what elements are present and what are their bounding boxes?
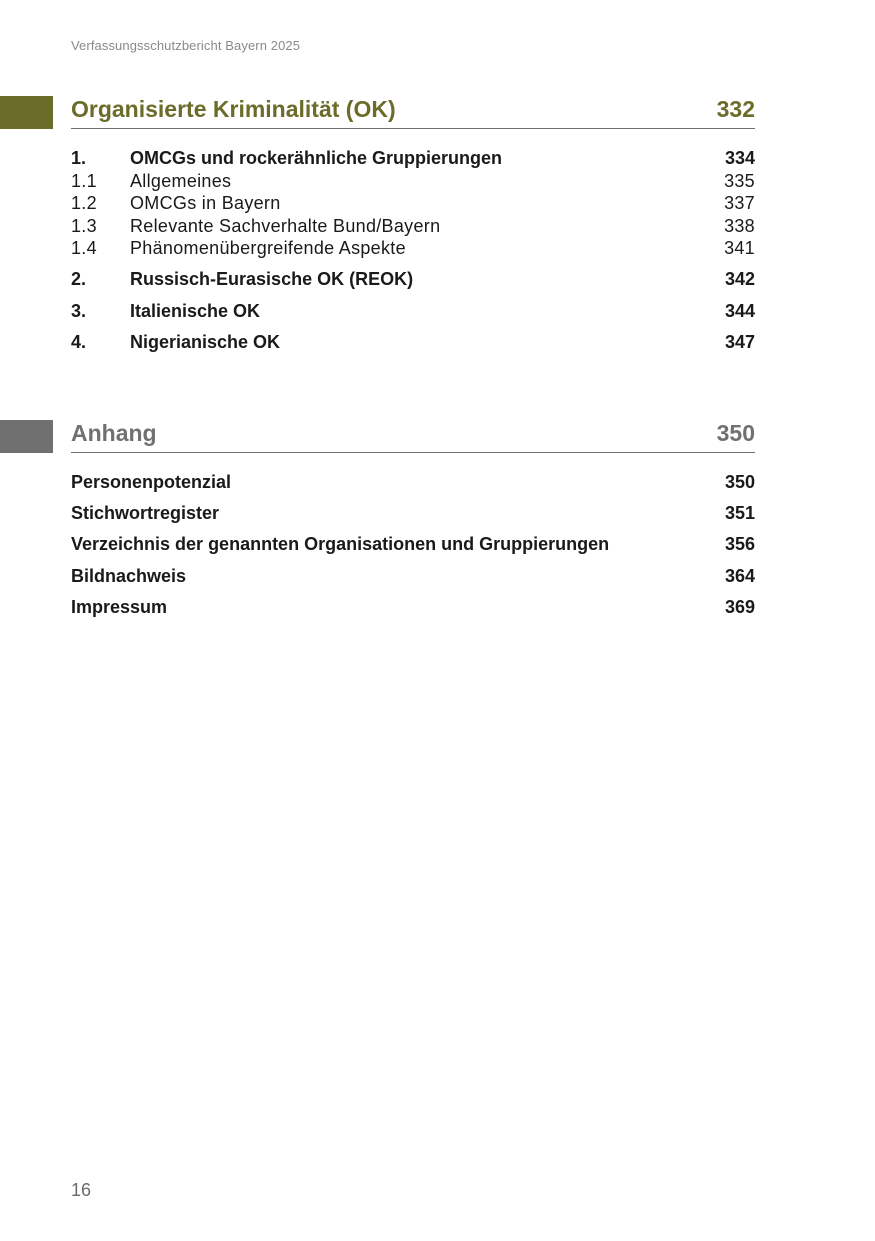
toc-entry[interactable] [71, 171, 755, 192]
toc-entry-page: 344 [724, 301, 755, 321]
toc-entry-title: Russisch-Eurasische OK (REOK) [130, 269, 414, 289]
toc-entry-number: 2. [71, 269, 87, 289]
toc-entry-page: 356 [724, 534, 755, 554]
toc-entry-page: 350 [724, 472, 755, 492]
section-marker-ok [0, 96, 53, 129]
section-page: 332 [716, 96, 755, 122]
toc-entry[interactable] [71, 503, 755, 524]
toc-entry[interactable] [71, 332, 755, 353]
toc-entry-page: 334 [724, 148, 755, 168]
section-heading-ok[interactable] [71, 92, 755, 129]
toc-entry[interactable] [71, 472, 755, 493]
toc-entry-title: OMCGs in Bayern [130, 193, 281, 213]
toc-entry-number: 1. [71, 148, 87, 168]
toc-entry[interactable] [71, 301, 755, 322]
toc-entry[interactable] [71, 597, 755, 618]
page-number: 16 [71, 1180, 92, 1200]
toc-entry-page: 351 [724, 503, 755, 523]
toc-entry-title: Verzeichnis der genannten Organisationen und Gruppierungen [71, 534, 610, 554]
toc-entry[interactable] [71, 216, 755, 237]
toc-entry-page: 338 [724, 216, 755, 236]
toc-entry[interactable] [71, 238, 755, 259]
toc-entry-page: 342 [724, 269, 755, 289]
section-title: Anhang [71, 420, 157, 446]
toc-entry-number: 1.1 [71, 171, 97, 191]
toc-entry-title: Stichwortregister [71, 503, 220, 523]
toc-entry-page: 369 [724, 597, 755, 617]
toc-entry-number: 1.3 [71, 216, 97, 236]
toc-entry-title: Phänomenübergreifende Aspekte [130, 238, 406, 258]
toc-entry-title: Bildnachweis [71, 566, 187, 586]
toc-entry[interactable] [71, 269, 755, 290]
section-title: Organisierte Kriminalität (OK) [71, 96, 396, 122]
toc-entry[interactable] [71, 148, 755, 169]
toc-entry-page: 364 [724, 566, 755, 586]
section-marker-anhang [0, 420, 53, 453]
toc-entry-title: Italienische OK [130, 301, 261, 321]
toc-entry-number: 3. [71, 301, 87, 321]
toc-entry-page: 337 [724, 193, 755, 213]
toc-entry-number: 4. [71, 332, 87, 352]
toc-entry-title: Nigerianische OK [130, 332, 281, 352]
toc-entry-page: 341 [724, 238, 755, 258]
toc-entry[interactable] [71, 566, 755, 587]
section-heading-anhang[interactable] [71, 416, 755, 453]
toc-entry[interactable] [71, 193, 755, 214]
toc-entry[interactable] [71, 534, 755, 555]
section-page: 350 [716, 420, 755, 446]
toc-entry-title: OMCGs und rockerähnliche Gruppierungen [130, 148, 503, 168]
toc-entry-number: 1.4 [71, 238, 97, 258]
toc-entry-title: Allgemeines [130, 171, 232, 191]
toc-entry-page: 335 [724, 171, 755, 191]
toc-entry-number: 1.2 [71, 193, 97, 213]
toc-entry-page: 347 [724, 332, 755, 352]
toc-entry-title: Personenpotenzial [71, 472, 232, 492]
running-head: Verfassungsschutzbericht Bayern 2025 [71, 38, 301, 53]
toc-entry-title: Impressum [71, 597, 168, 617]
toc-entry-title: Relevante Sachverhalte Bund/Bayern [130, 216, 441, 236]
